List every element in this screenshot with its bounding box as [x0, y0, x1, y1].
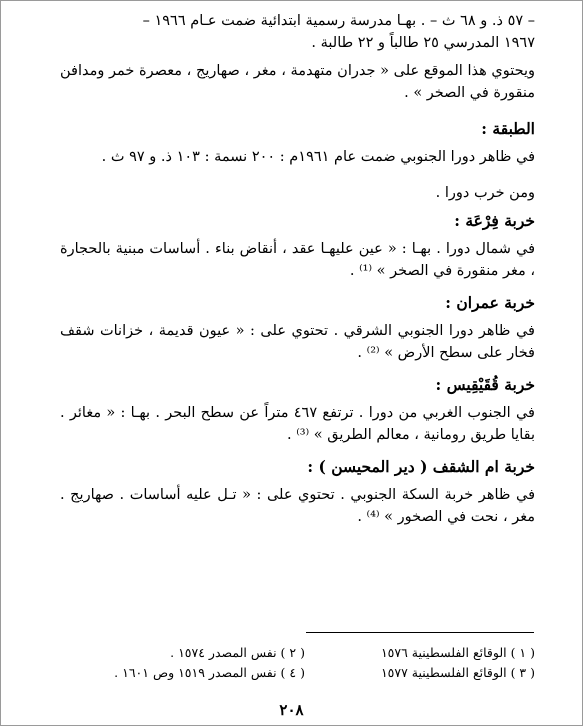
- paragraph: في الجنوب الغربي من دورا . ترتفع ٤٦٧ متراً عن سطح البحر . بهـا : « مغائر . بقايا طريق رومانية ، معالم الطريق » ⁽³⁾ .: [60, 405, 535, 443]
- paragraph: في شمال دورا . بهـا : « عين عليهـا عقد ، أنقاض بناء . أساسات مبنية بالحجارة ، مغر منقورة في الصخر » ⁽¹⁾ .: [60, 241, 535, 279]
- paragraph: في ظاهر دورا الجنوبي الشرقي . تحتوي على : « عيون قديمة ، خزانات شقف فخار على سطح الأرض » ⁽²⁾ .: [60, 323, 535, 361]
- footnote: ( ٤ ) نفس المصدر ١٥١٩ وص ١٦٠١ .: [114, 665, 305, 680]
- footnote-divider: [306, 632, 534, 633]
- footnote: ( ١ ) الوقائع الفلسطينية ١٥٧٦: [380, 645, 535, 660]
- document-body: [60, 10, 535, 528]
- paragraph: في ظاهر دورا الجنوبي ضمت عام ١٩٦١م : ٢٠٠ نسمة : ١٠٣ ذ. و ٩٧ ث .: [101, 149, 535, 165]
- footnote-row: [60, 644, 535, 662]
- paragraph: في ظاهر خربة السكة الجنوبي . تحتوي على : « تـل عليه أساسات . صهاريج . مغر ، نحت في الصخور » ⁽⁴⁾ .: [60, 487, 535, 525]
- page-number: ٢٠٨: [279, 701, 304, 719]
- paragraph: ويحتوي هذا الموقع على « جدران متهدمة ، مغر ، صهاريج ، معصرة خمر ومدافن منقورة في الصخر » .: [60, 63, 535, 101]
- section-heading: خربة ام الشقف ( دير المحيسن ) :: [307, 457, 535, 476]
- footnote: ( ٣ ) الوقائع الفلسطينية ١٥٧٧: [380, 665, 535, 680]
- section-heading: خربة قُقَيْقِيس :: [435, 375, 535, 394]
- text-line: ١٩٦٧ المدرسي ٢٥ طالباً و ٢٢ طالبة .: [311, 35, 535, 51]
- section-heading: خربة فِرْعَة :: [454, 211, 535, 230]
- footnote: ( ٢ ) نفس المصدر ١٥٧٤ .: [170, 645, 305, 660]
- footnote-row: [60, 664, 535, 682]
- section-heading: الطبقة :: [481, 119, 535, 138]
- text-line: – ٥٧ ذ. و ٦٨ ث – . بهـا مدرسة رسمية ابتدائية ضمت عـام ١٩٦٦ –: [142, 13, 535, 29]
- paragraph: ومن خرب دورا .: [435, 185, 535, 201]
- section-heading: خربة عمران :: [445, 293, 535, 312]
